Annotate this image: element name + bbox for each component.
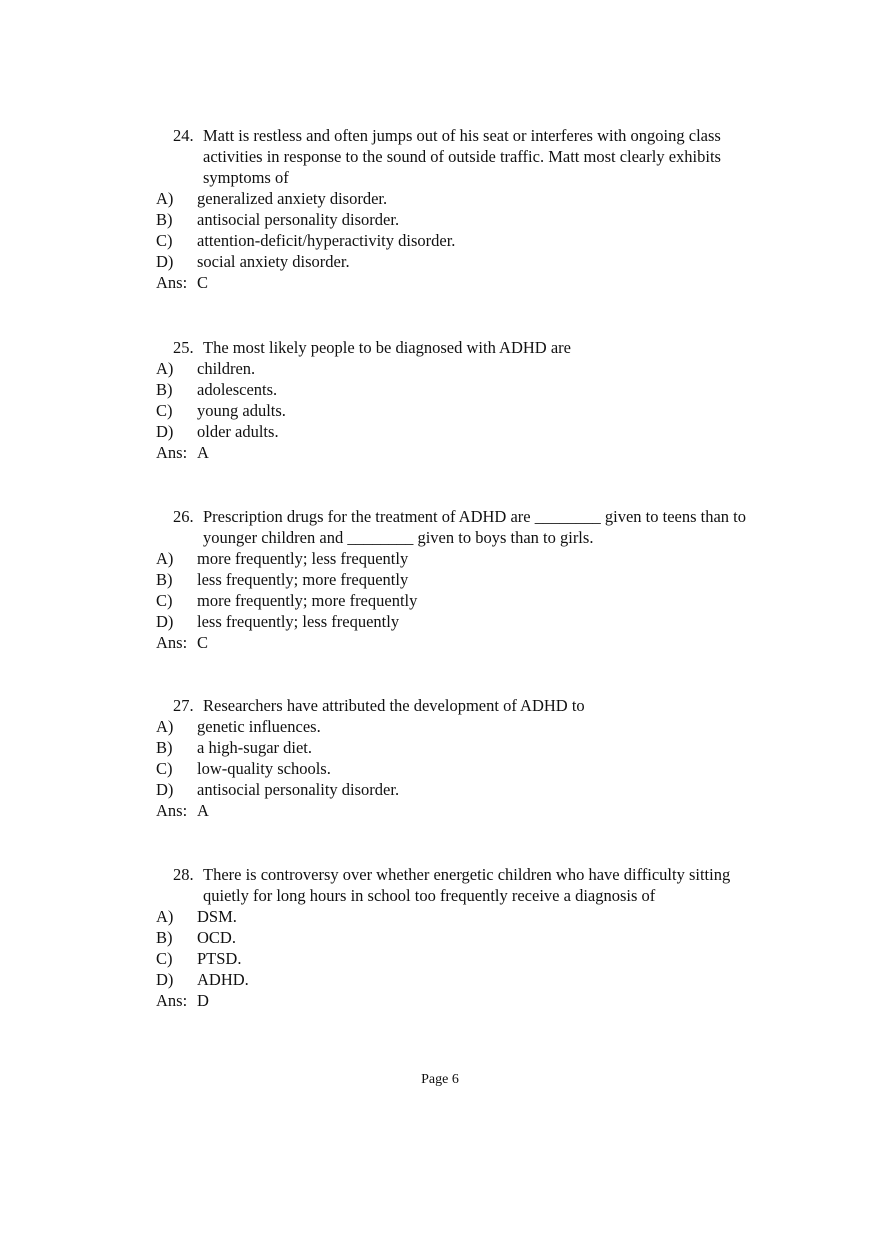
option-text: young adults. [197,401,286,420]
option-d [156,421,776,442]
question-28 [156,864,776,1011]
option-text: adolescents. [197,380,278,399]
option-d [156,779,776,800]
question-number: 24. [173,126,194,145]
option-text: attention-deficit/hyperactivity disorder. [197,231,456,250]
question-text: Researchers have attributed the development of ADHD to [203,696,585,715]
answer-line [156,632,776,653]
option-c [156,590,776,611]
question-24 [156,125,776,293]
option-text: children. [197,359,256,378]
option-letter: B) [156,738,173,757]
option-text: ADHD. [197,970,249,989]
option-text: PTSD. [197,949,242,968]
question-number: 25. [173,338,194,357]
option-text: genetic influences. [197,717,321,736]
question-stem [156,337,776,358]
option-d [156,251,776,272]
option-letter: D) [156,612,174,631]
answer-line [156,800,776,821]
answer-label: Ans: [156,633,188,652]
answer-line [156,272,776,293]
page-number: Page 6 [421,1072,459,1087]
answer-value: D [197,991,209,1010]
option-letter: C) [156,231,173,250]
answer-value: A [197,443,209,462]
option-b [156,737,776,758]
option-c [156,230,776,251]
answer-value: C [197,633,209,652]
question-text: There is controversy over whether energetic children who have difficulty sitting quietly for long hours in school too frequently receive a diagnosis of [203,865,731,905]
option-letter: D) [156,970,174,989]
question-number: 28. [173,865,194,884]
options-list [156,188,776,272]
option-text: OCD. [197,928,236,947]
option-c [156,758,776,779]
option-c [156,948,776,969]
option-d [156,611,776,632]
option-b [156,927,776,948]
option-text: social anxiety disorder. [197,252,350,271]
option-b [156,379,776,400]
option-a [156,716,776,737]
question-text: Matt is restless and often jumps out of his seat or interferes with ongoing class activities in response to the sound of outside traffic. Matt most clearly exhibits symptoms of [203,126,721,187]
answer-label: Ans: [156,801,188,820]
question-number: 26. [173,507,194,526]
option-text: more frequently; more frequently [197,591,418,610]
option-text: generalized anxiety disorder. [197,189,388,208]
option-letter: B) [156,928,173,947]
answer-line [156,442,776,463]
option-letter: B) [156,210,173,229]
options-list [156,548,776,632]
option-a [156,358,776,379]
option-a [156,188,776,209]
option-letter: C) [156,401,173,420]
option-text: DSM. [197,907,237,926]
question-number: 27. [173,696,194,715]
option-text: antisocial personality disorder. [197,210,400,229]
question-stem [156,695,776,716]
answer-label: Ans: [156,991,188,1010]
option-letter: D) [156,422,174,441]
question-26 [156,506,776,653]
option-d [156,969,776,990]
option-text: more frequently; less frequently [197,549,409,568]
option-letter: C) [156,759,173,778]
options-list [156,358,776,442]
answer-value: C [197,273,209,292]
question-27 [156,695,776,821]
option-text: low-quality schools. [197,759,331,778]
option-letter: C) [156,591,173,610]
option-letter: C) [156,949,173,968]
option-text: antisocial personality disorder. [197,780,400,799]
option-text: less frequently; more frequently [197,570,409,589]
option-letter: A) [156,189,174,208]
question-stem [156,506,776,548]
options-list [156,716,776,800]
option-c [156,400,776,421]
option-b [156,209,776,230]
option-letter: A) [156,907,174,926]
option-a [156,906,776,927]
option-a [156,548,776,569]
answer-line [156,990,776,1011]
option-letter: B) [156,570,173,589]
answer-label: Ans: [156,443,188,462]
options-list [156,906,776,990]
question-text: Prescription drugs for the treatment of ADHD are ________ given to teens than to younger children and ________ given to boys than to girls. [203,507,747,547]
option-text: older adults. [197,422,279,441]
question-stem [156,125,776,188]
option-letter: B) [156,380,173,399]
option-text: a high-sugar diet. [197,738,313,757]
option-letter: A) [156,717,174,736]
answer-value: A [197,801,209,820]
option-letter: A) [156,359,174,378]
question-25 [156,337,776,463]
option-text: less frequently; less frequently [197,612,400,631]
option-letter: D) [156,780,174,799]
answer-label: Ans: [156,273,188,292]
question-text: The most likely people to be diagnosed with ADHD are [203,338,571,357]
option-letter: D) [156,252,174,271]
option-letter: A) [156,549,174,568]
question-stem [156,864,776,906]
option-b [156,569,776,590]
